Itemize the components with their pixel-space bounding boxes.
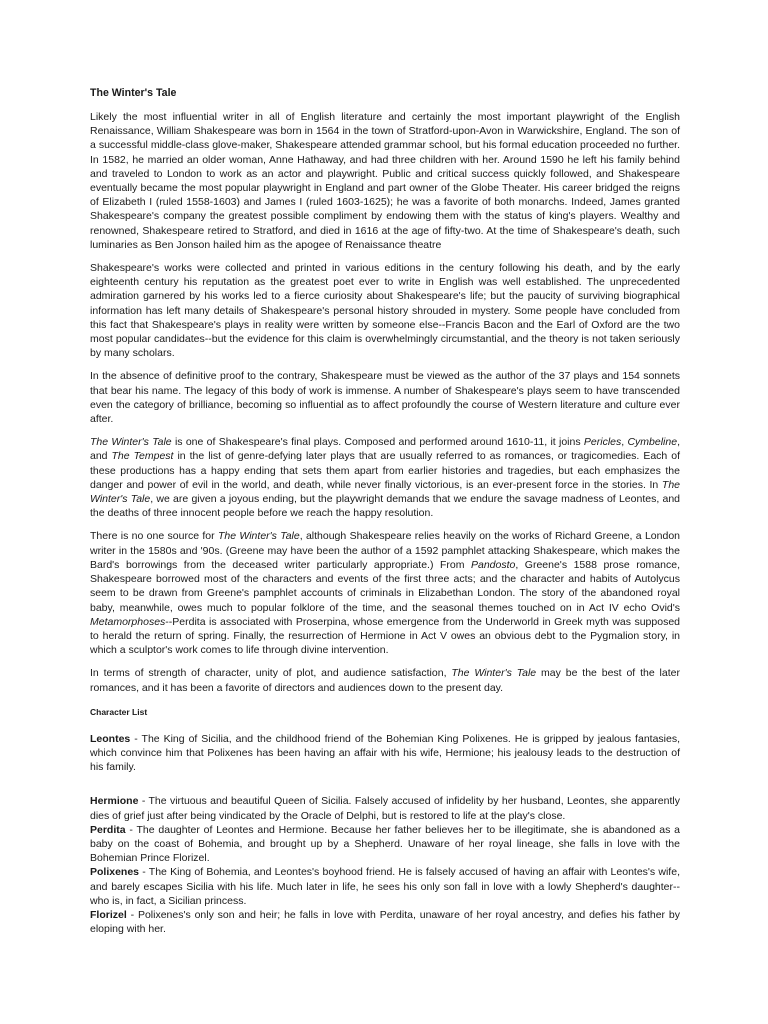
character-name: Perdita bbox=[90, 823, 126, 836]
body-text bbox=[90, 110, 680, 695]
paragraph bbox=[90, 666, 680, 694]
character-name: Leontes bbox=[90, 732, 131, 745]
paragraph-text: , although Shakespeare relies heavily on the works of Richard Greene, a London writer in the 1580s and '90s. (Greene may have been the author of a 1592 pamphlet attacking Shakespeare, which makes the Bard's borrowings from the deceased writer particularly appropriate.) From bbox=[90, 530, 680, 571]
character-name: Hermione bbox=[90, 795, 139, 808]
italic-title-text: Cymbeline bbox=[627, 436, 678, 449]
paragraph-text: Shakespeare's works were collected and printed in various editions in the century following his death, and by the early eighteenth century his reputation as the greatest poet ever to write in English was well established. The unprecedented admiration garnered by his works led to a fierce curiosity about Shakespeare's life; but the paucity of surviving biographical information has left many details of Shakespeare's personal history shrouded in mystery. Some people have concluded from this fact that Shakespeare's plays in reality were written by someone else--Francis Bacon and the Earl of Oxford are the two most popular candidates--but the evidence for this claim is overwhelmingly circumstantial, and the theory is not taken seriously by many scholars. bbox=[90, 262, 680, 360]
paragraph bbox=[90, 110, 680, 252]
paragraph-text: , and bbox=[90, 436, 680, 463]
character-description: The daughter of Leontes and Hermione. Because her father believes her to be illegitimate, she is abandoned as a baby on the coast of Bohemia, and brought up by a Shepherd. Unaware of her royal lineage, she falls in love with the Bohemian Prince Florizel. bbox=[90, 823, 680, 865]
character-description: The King of Sicilia, and the childhood friend of the Bohemian King Polixenes. He is gripped by jealous fantasies, which convince him that Polixenes has been having an affair with his wife, Hermione; his jealousy leads to the destruction of his family. bbox=[90, 732, 680, 774]
paragraph-text: In the absence of definitive proof to the contrary, Shakespeare must be viewed as the author of the 37 plays and 154 sonnets that bear his name. The legacy of this body of work is immense. A number of Shakespeare's plays seem to have transcended even the category of brilliance, becoming so influential as to affect profoundly the course of Western literature and culture ever after. bbox=[90, 370, 680, 426]
paragraph bbox=[90, 369, 680, 426]
italic-title-text: Pandosto bbox=[470, 558, 516, 571]
paragraph-text: , bbox=[621, 436, 628, 449]
italic-title-text: The Winter's Tale bbox=[90, 478, 680, 506]
italic-title-text: The Tempest bbox=[111, 450, 174, 463]
italic-title-text: The Winter's Tale bbox=[451, 667, 537, 680]
document-title: The Winter's Tale bbox=[90, 87, 177, 99]
character-separator: - bbox=[125, 823, 137, 836]
character-separator: - bbox=[139, 866, 149, 879]
paragraph-text: --Perdita is associated with Proserpina, whose emergence from the Underworld in Greek myth was supposed to herald the return of spring. Finally, the resurrection of Hermione in Act V owes an obvious debt to the Pygmalion story, in which a sculptor's work comes to life through divine intervention. bbox=[90, 615, 680, 657]
character-name: Polixenes bbox=[90, 866, 140, 879]
character-entry bbox=[90, 865, 680, 908]
character-separator: - bbox=[130, 732, 142, 745]
character-entry bbox=[90, 732, 680, 775]
paragraph-text: , we are given a joyous ending, but the playwright demands that we endure the savage madness of Leontes, and the deaths of three innocent people before we reach the happy resolution. bbox=[90, 493, 680, 520]
italic-title-text: Pericles bbox=[583, 436, 622, 449]
document-page bbox=[90, 86, 680, 936]
character-entry bbox=[90, 794, 680, 822]
paragraph-text: is one of Shakespeare's final plays. Composed and performed around 1610-11, it joins bbox=[171, 436, 584, 449]
paragraph bbox=[90, 529, 680, 657]
paragraph bbox=[90, 435, 680, 520]
character-description: The King of Bohemia, and Leontes's boyhood friend. He is falsely accused of having an affair with Leontes's wife, and barely escapes Sicilia with his life. Much later in life, he sees his only son fall in love with a lowly Shepherd's daughter--who is, in fact, a Sicilian princess. bbox=[90, 866, 680, 907]
character-description: Polixenes's only son and heir; he falls in love with Perdita, unaware of her royal ancestry, and defies his father by eloping with her. bbox=[90, 908, 680, 936]
character-name: Florizel bbox=[90, 908, 127, 921]
italic-title-text: The Winter's Tale bbox=[217, 530, 300, 543]
character-separator: - bbox=[126, 908, 138, 921]
italic-title-text: Metamorphoses bbox=[90, 615, 166, 628]
character-separator: - bbox=[138, 795, 149, 808]
character-entry bbox=[90, 823, 680, 866]
italic-title-text: The Winter's Tale bbox=[90, 436, 172, 449]
paragraph-text: In terms of strength of character, unity of plot, and audience satisfaction, bbox=[90, 667, 452, 680]
paragraph-text: Likely the most influential writer in all of English literature and certainly the most important playwright of the English Renaissance, William Shakespeare was born in 1564 in the town of Stratford-upon-Avon in Warwickshire, England. The son of a successful middle-class glove-maker, Shakespeare attended grammar school, but his formal education proceeded no further. In 1582, he married an older woman, Anne Hathaway, and had three children with her. Around 1590 he left his family behind and traveled to London to work as an actor and playwright. Public and critical success quickly followed, and Shakespeare eventually became the most popular playwright in England and part owner of the Globe Theater. His career bridged the reigns of Elizabeth I (ruled 1558-1603) and James I (ruled 1603-1625); he was a favorite of both monarchs. Indeed, James granted Shakespeare's company the greatest possible compliment by endowing them with the status of king's players. Wealthy and renowned, Shakespeare retired to Stratford, and died in 1616 at the age of fifty-two. At the time of Shakespeare's death, such luminaries as Ben Jonson hailed him as the apogee of Renaissance theatre bbox=[90, 111, 680, 251]
character-description: The virtuous and beautiful Queen of Sicilia. Falsely accused of infidelity by her husband, Leontes, she apparently dies of grief just after being vindicated by the Oracle of Delphi, but is restored to life at the play's close. bbox=[90, 795, 680, 822]
character-list bbox=[90, 732, 680, 937]
paragraph-text: in the list of genre-defying later plays that are usually referred to as romances, or tragicomedies. Each of these productions has a happy ending that sets them apart from earlier histories and tragedies, but each emphasizes the danger and power of evil in the world, and death, while never finally victorious, is an ever-present force in the stories. In bbox=[90, 450, 681, 491]
character-entry bbox=[90, 908, 680, 936]
paragraph-text: , Greene's 1588 prose romance, Shakespeare borrowed most of the characters and events of the first three acts; and the character and habits of Autolycus seem to be drawn from Greene's pamphlet accounts of criminals in Elizabethan London. The story of the abandoned royal baby, meanwhile, owes much to popular folklore of the time, and the seasonal themes touched on in Act IV echo Ovid's bbox=[90, 558, 680, 614]
paragraph bbox=[90, 261, 680, 360]
paragraph-text: may be the best of the later romances, and it has been a favorite of directors and audiences down to the present day. bbox=[90, 667, 680, 694]
character-list-heading: Character List bbox=[90, 706, 148, 717]
paragraph-text: There is no one source for bbox=[90, 530, 218, 543]
